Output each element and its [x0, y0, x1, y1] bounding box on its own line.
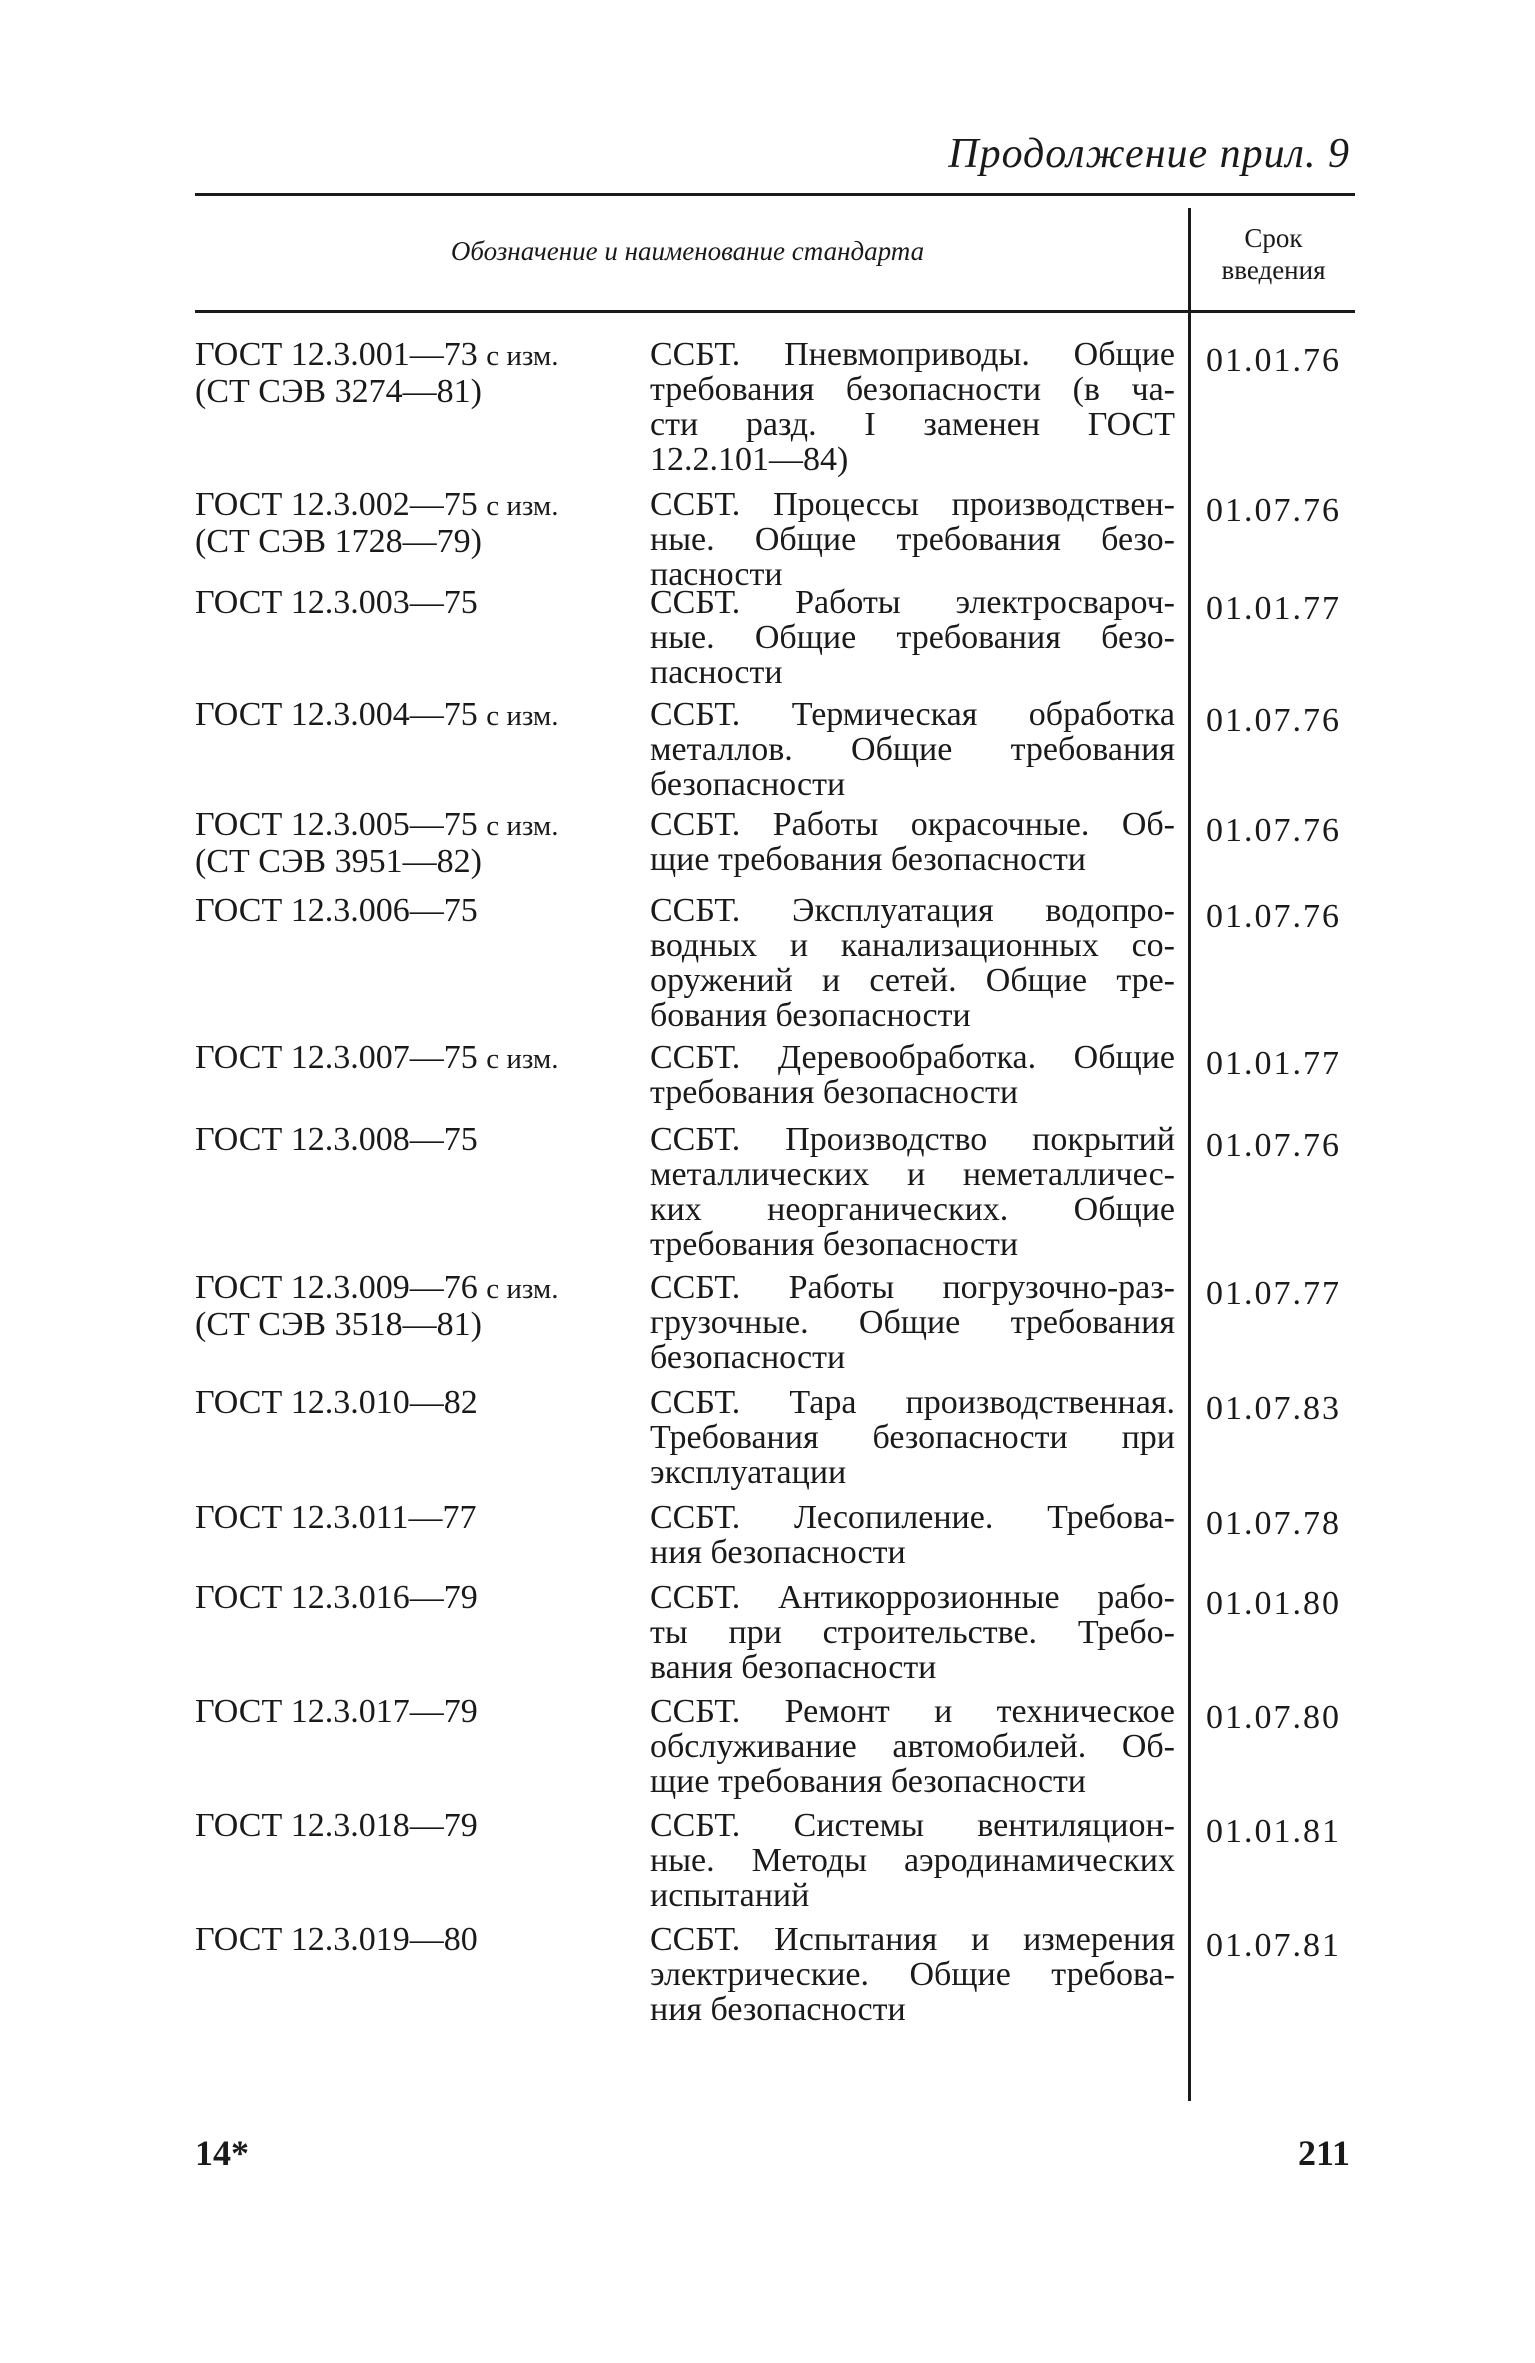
- standard-code-line: [195, 1307, 625, 1342]
- standard-title-line: ССБТ. Процессы производствен-: [650, 486, 1175, 523]
- standard-code-line: [195, 1580, 625, 1615]
- standard-title: [650, 1270, 1175, 1375]
- standard-title-line: ССБТ. Эксплуатация водопро-: [650, 892, 1175, 929]
- effective-date: 01.01.80: [1206, 1585, 1341, 1622]
- standard-title-line: ные. Общие требования безо-: [650, 619, 1175, 656]
- signature-mark: 14*: [195, 2133, 249, 2173]
- standard-title: [650, 1808, 1175, 1913]
- standard-title-line: ты при строительстве. Требо-: [650, 1614, 1175, 1651]
- standard-title-line: требования безопасности: [650, 1226, 1019, 1263]
- standard-title-line: ния безопасности: [650, 1991, 906, 2028]
- standard-code: [195, 1694, 625, 1729]
- standard-title: [650, 807, 1175, 877]
- standard-title: [650, 585, 1175, 690]
- standard-title-line: ССБТ. Лесопиление. Требова-: [650, 1499, 1175, 1536]
- standard-title-line: бования безопасности: [650, 997, 971, 1034]
- standard-title: [650, 1500, 1175, 1570]
- standard-title-line: требования безопасности: [650, 1074, 1019, 1111]
- effective-date: 01.07.76: [1206, 492, 1341, 529]
- standard-code: [195, 1270, 625, 1342]
- modified-note: с изм.: [486, 1043, 559, 1075]
- modified-note: с изм.: [486, 490, 559, 522]
- table-header-date-line1: Срок: [1244, 223, 1303, 253]
- standard-code-text: ГОСТ 12.3.018—79: [195, 1807, 478, 1844]
- standard-code: [195, 1500, 625, 1535]
- standard-title-line: ССБТ. Испытания и измерения: [650, 1921, 1175, 1958]
- standard-code: [195, 893, 625, 928]
- standard-code: [195, 697, 625, 734]
- table-column-divider: [1188, 208, 1191, 2101]
- standard-code: [195, 1040, 625, 1077]
- effective-date: 01.07.81: [1206, 1927, 1341, 1964]
- standard-title: [650, 337, 1175, 477]
- standard-code-line: [195, 374, 625, 409]
- modified-note: с изм.: [486, 1273, 559, 1305]
- standard-title-line: ния безопасности: [650, 1534, 906, 1571]
- standard-code-line: [195, 524, 625, 559]
- page-number: 211: [1297, 2133, 1350, 2173]
- standard-title-line: ные. Методы аэродинамических: [650, 1842, 1175, 1879]
- standard-code-text: ГОСТ 12.3.010—82: [195, 1384, 478, 1421]
- standard-code-text: ГОСТ 12.3.011—77: [195, 1499, 477, 1536]
- standard-code-line: [195, 807, 625, 844]
- standard-title-line: ССБТ. Термическая обработка: [650, 696, 1175, 733]
- standard-title-line: 12.2.101—84): [650, 441, 849, 478]
- standard-title-line: ные. Общие требования безо-: [650, 521, 1175, 558]
- standard-code: [195, 1122, 625, 1157]
- standard-code-text: ГОСТ 12.3.007—75: [195, 1039, 478, 1076]
- modified-note: с изм.: [486, 810, 559, 842]
- table-header-date-line2: введения: [1221, 255, 1326, 285]
- effective-date: 01.01.77: [1206, 1045, 1341, 1082]
- modified-note: с изм.: [486, 340, 559, 372]
- standard-code-line: [195, 1694, 625, 1729]
- standard-title-line: ССБТ. Системы вентиляцион-: [650, 1807, 1175, 1844]
- standard-code: [195, 337, 625, 409]
- standard-code-line: [195, 893, 625, 928]
- standard-title-line: оружений и сетей. Общие тре-: [650, 962, 1175, 999]
- standard-code-text: ГОСТ 12.3.001—73: [195, 336, 478, 373]
- standard-title-line: металлов. Общие требования: [650, 731, 1175, 768]
- standard-code-text: ГОСТ 12.3.009—76: [195, 1269, 478, 1306]
- standard-title-line: безопасности: [650, 766, 846, 803]
- standard-title-line: водных и канализационных со-: [650, 927, 1175, 964]
- standard-title: [650, 1922, 1175, 2027]
- standard-code-line: [195, 1808, 625, 1843]
- standard-title-line: электрические. Общие требова-: [650, 1956, 1175, 1993]
- standard-code-text: ГОСТ 12.3.005—75: [195, 806, 478, 843]
- standard-title: [650, 893, 1175, 1033]
- standard-code: [195, 807, 625, 879]
- standard-title-line: ких неорганических. Общие: [650, 1191, 1175, 1228]
- standard-code-line: [195, 585, 625, 620]
- standard-code-line: [195, 1270, 625, 1307]
- effective-date: 01.07.76: [1206, 812, 1341, 849]
- standard-code: [195, 1385, 625, 1420]
- standard-code: [195, 585, 625, 620]
- standard-code-text: (СТ СЭВ 3951—82): [195, 843, 482, 880]
- standard-code-text: (СТ СЭВ 3274—81): [195, 373, 482, 410]
- standard-code: [195, 1922, 625, 1957]
- standard-code-line: [195, 1122, 625, 1157]
- standard-code-text: ГОСТ 12.3.006—75: [195, 892, 478, 929]
- standard-code-line: [195, 697, 625, 734]
- effective-date: 01.01.77: [1206, 590, 1341, 627]
- standard-code-text: (СТ СЭВ 1728—79): [195, 523, 482, 560]
- standard-code-text: ГОСТ 12.3.004—75: [195, 696, 478, 733]
- table-top-rule: [195, 193, 1355, 196]
- standard-code-line: [195, 1922, 625, 1957]
- standard-title: [650, 1122, 1175, 1262]
- standard-title: [650, 1385, 1175, 1490]
- standard-title: [650, 1040, 1175, 1110]
- standard-code-line: [195, 1040, 625, 1077]
- effective-date: 01.07.83: [1206, 1390, 1341, 1427]
- standard-code-line: [195, 1500, 625, 1535]
- standard-title-line: ССБТ. Производство покрытий: [650, 1121, 1175, 1158]
- effective-date: 01.01.81: [1206, 1813, 1341, 1850]
- standard-title-line: пасности: [650, 654, 783, 691]
- standard-title: [650, 697, 1175, 802]
- table-header-name: Обозначение и наименование стандарта: [450, 236, 925, 266]
- table-header-date: [1192, 222, 1355, 286]
- standard-title-line: ССБТ. Ремонт и техническое: [650, 1693, 1175, 1730]
- standard-code-text: ГОСТ 12.3.003—75: [195, 584, 478, 621]
- standard-code-text: ГОСТ 12.3.008—75: [195, 1121, 478, 1158]
- standard-code-text: ГОСТ 12.3.002—75: [195, 486, 478, 523]
- standard-title-line: сти разд. I заменен ГОСТ: [650, 406, 1175, 443]
- effective-date: 01.07.80: [1206, 1699, 1341, 1736]
- standard-code: [195, 487, 625, 559]
- standard-title-line: испытаний: [650, 1877, 810, 1914]
- standard-code: [195, 1808, 625, 1843]
- running-head: Продолжение прил. 9: [948, 131, 1350, 177]
- standard-title-line: грузочные. Общие требования: [650, 1304, 1175, 1341]
- standard-title: [650, 1580, 1175, 1685]
- standard-code-text: (СТ СЭВ 3518—81): [195, 1306, 482, 1343]
- standard-title-line: щие требования безопасности: [650, 841, 1087, 878]
- effective-date: 01.07.78: [1206, 1505, 1341, 1542]
- standard-title-line: вания безопасности: [650, 1649, 937, 1686]
- standard-code-line: [195, 337, 625, 374]
- standard-code-line: [195, 844, 625, 879]
- effective-date: 01.07.77: [1206, 1275, 1341, 1312]
- standard-code-line: [195, 1385, 625, 1420]
- standard-title-line: ССБТ. Пневмоприводы. Общие: [650, 336, 1175, 373]
- table-header-rule: [195, 310, 1355, 313]
- standard-title-line: ССБТ. Деревообработка. Общие: [650, 1039, 1175, 1076]
- effective-date: 01.07.76: [1206, 898, 1341, 935]
- standard-title-line: металлических и неметалличес-: [650, 1156, 1175, 1193]
- standard-title-line: ССБТ. Работы погрузочно-раз-: [650, 1269, 1175, 1306]
- standard-code-line: [195, 487, 625, 524]
- modified-note: с изм.: [486, 700, 559, 732]
- standard-title-line: ССБТ. Работы электросвароч-: [650, 584, 1175, 621]
- standard-title-line: пасности: [650, 556, 783, 593]
- standard-code-text: ГОСТ 12.3.017—79: [195, 1693, 478, 1730]
- standard-title-line: требования безопасности (в ча-: [650, 371, 1175, 408]
- standard-title-line: Требования безопасности при: [650, 1419, 1175, 1456]
- standard-code-text: ГОСТ 12.3.016—79: [195, 1579, 478, 1616]
- standard-code-text: ГОСТ 12.3.019—80: [195, 1921, 478, 1958]
- standard-title: [650, 487, 1175, 592]
- standard-title-line: щие требования безопасности: [650, 1763, 1087, 1800]
- effective-date: 01.01.76: [1206, 342, 1341, 379]
- effective-date: 01.07.76: [1206, 1127, 1341, 1164]
- standard-title-line: обслуживание автомобилей. Об-: [650, 1728, 1175, 1765]
- standard-title-line: безопасности: [650, 1339, 846, 1376]
- standard-title-line: эксплуатации: [650, 1454, 847, 1491]
- standard-title: [650, 1694, 1175, 1799]
- standard-title-line: ССБТ. Антикоррозионные рабо-: [650, 1579, 1175, 1616]
- standard-title-line: ССБТ. Тара производственная.: [650, 1384, 1175, 1421]
- effective-date: 01.07.76: [1206, 702, 1341, 739]
- standard-title-line: ССБТ. Работы окрасочные. Об-: [650, 806, 1175, 843]
- standard-code: [195, 1580, 625, 1615]
